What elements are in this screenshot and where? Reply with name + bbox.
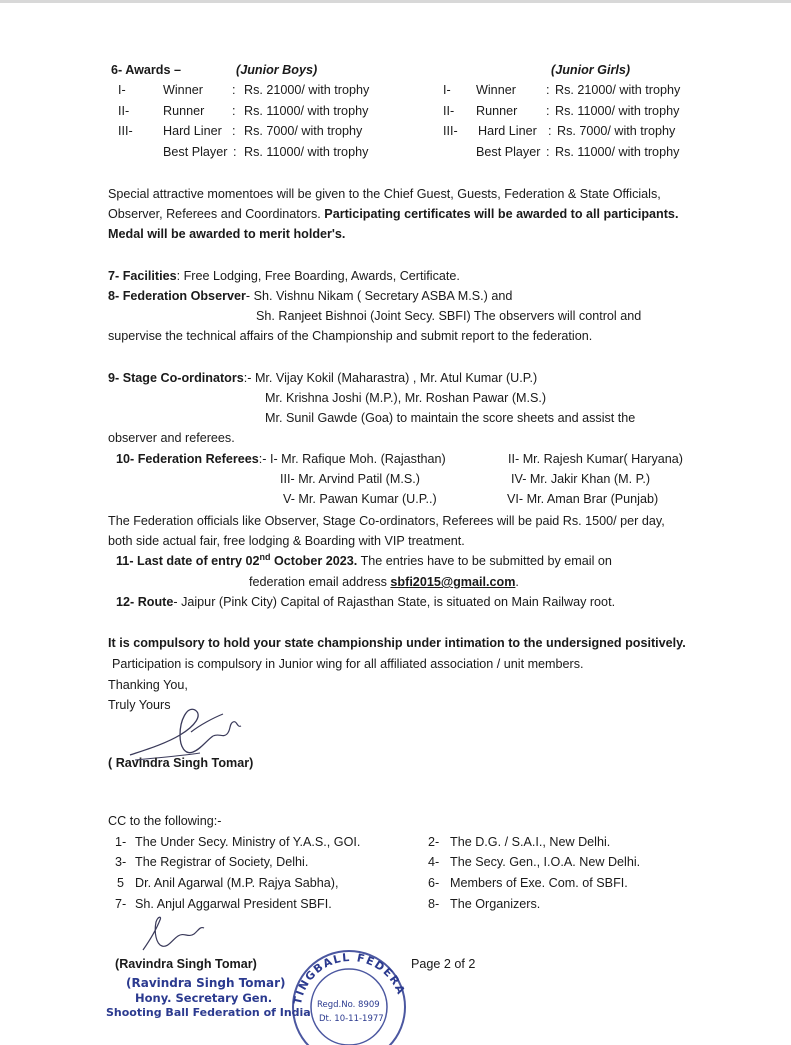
referees-line-1 [116, 451, 446, 467]
referee-name: III- Mr. Arvind Patil (M.S.) [280, 472, 420, 486]
seal-ring-text [278, 925, 408, 1006]
officials-line-2: both side actual fair, free lodging & Boarding with VIP treatment. [108, 534, 465, 548]
stage-line-3: Mr. Sunil Gawde (Goa) to maintain the score sheets and assist the [265, 411, 636, 425]
cc-num: 3- [115, 855, 127, 869]
junior-girls-title: (Junior Girls) [551, 63, 631, 77]
awards-heading: 6- Awards – [111, 63, 181, 77]
observer-text: - Sh. Vishnu Nikam ( Secretary ASBA M.S.) and [245, 289, 513, 303]
cc-num: 2- [428, 835, 440, 849]
referee-name: V- Mr. Pawan Kumar (U.P..) [283, 492, 437, 506]
seal-arc-text: TINGBALL FEDERATION OF [277, 925, 408, 1006]
stage-label: 9- Stage Co-ordinators [108, 371, 244, 385]
participation-note: Participation is compulsory in Junior wing for all affiliated association / unit members. [112, 657, 584, 671]
award-label: Runner [163, 104, 205, 118]
last-date-label: 11- Last date of entry 02 [116, 554, 260, 568]
award-label: Winner [163, 83, 203, 97]
award-label: Best Player [163, 145, 228, 159]
stage-text: :- Mr. Vijay Kokil (Maharastra) , Mr. Atul Kumar (U.P.) [243, 371, 538, 385]
seal-date: Dt. 10-11-1977 [319, 1014, 384, 1024]
cc-heading: CC to the following:- [108, 814, 222, 828]
observer-label: 8- Federation Observer [108, 289, 246, 303]
truly-yours: Truly Yours [108, 698, 171, 712]
cc-num: 7- [115, 897, 127, 911]
award-sep: : [548, 124, 552, 138]
award-sep: : [232, 83, 236, 97]
award-amount: Rs. 11000/ with trophy [244, 104, 369, 118]
award-label: Winner [476, 83, 516, 97]
award-sep: : [546, 83, 550, 97]
referee-name: VI- Mr. Aman Brar (Punjab) [507, 492, 659, 506]
cc-item: Dr. Anil Agarwal (M.P. Rajya Sabha), [135, 876, 339, 890]
medal-note: Medal will be awarded to merit holder's. [108, 227, 346, 241]
momentoes-plain: Observer, Referees and Coordinators. [108, 207, 321, 221]
observer-line-1 [108, 288, 512, 304]
award-sep: : [546, 145, 550, 159]
thanking-you: Thanking You, [108, 678, 188, 692]
seal-regd: Regd.No. 8909 [317, 1000, 380, 1010]
award-label: Runner [476, 104, 518, 118]
cc-item: The Secy. Gen., I.O.A. New Delhi. [450, 855, 641, 869]
referee-name: :- I- Mr. Rafique Moh. (Rajasthan) [258, 452, 446, 466]
award-num: I- [118, 83, 126, 97]
observer-line-2: Sh. Ranjeet Bishnoi (Joint Secy. SBFI) The observers will control and [256, 309, 642, 323]
officials-line-1: The Federation officials like Observer, Stage Co-ordinators, Referees will be paid Rs. 1500/ per day, [108, 514, 665, 528]
signatory-name: ( Ravindra Singh Tomar) [108, 756, 254, 770]
last-date-text: The entries have to be submitted by email on [357, 554, 612, 568]
compulsory-note: It is compulsory to hold your state championship under intimation to the undersigned positively. [108, 636, 686, 650]
cc-num: 5 [117, 876, 125, 890]
cc-num: 8- [428, 897, 440, 911]
cc-num: 4- [428, 855, 440, 869]
award-num: III- [443, 124, 458, 138]
award-num: II- [118, 104, 130, 118]
route-line [116, 594, 615, 610]
referees-label: 10- Federation Referees [116, 452, 259, 466]
award-label: Best Player [476, 145, 541, 159]
stamp-name: (Ravindra Singh Tomar) [126, 976, 286, 990]
email-prefix: federation email address [249, 575, 391, 589]
last-date-sup: nd [259, 551, 271, 562]
cc-item: Members of Exe. Com. of SBFI. [450, 876, 628, 890]
award-num: I- [443, 83, 451, 97]
cc-item: The Registrar of Society, Delhi. [135, 855, 309, 869]
last-date-line [116, 553, 612, 569]
cc-item: The D.G. / S.A.I., New Delhi. [450, 835, 611, 849]
stamp-title: Hony. Secretary Gen. [135, 991, 273, 1005]
email-line [249, 574, 519, 590]
award-label: Hard Liner [478, 124, 537, 138]
scan-top-edge [0, 0, 791, 3]
award-amount: Rs. 11000/ with trophy [244, 145, 369, 159]
award-amount: Rs. 7000/ with trophy [557, 124, 676, 138]
footer-signatory-name: (Ravindra Singh Tomar) [115, 957, 257, 971]
stage-line-1 [108, 370, 537, 386]
stage-line-4: observer and referees. [108, 431, 235, 445]
federation-seal [277, 925, 413, 1045]
footer-signature-image [138, 912, 218, 957]
award-amount: Rs. 11000/ with trophy [555, 145, 680, 159]
award-sep: : [233, 145, 237, 159]
facilities-line [108, 268, 460, 284]
route-text: - Jaipur (Pink City) Capital of Rajasthan State, is situated on Main Railway root. [173, 595, 616, 609]
page-number: Page 2 of 2 [411, 957, 476, 971]
cc-num: 1- [115, 835, 127, 849]
observer-line-3: supervise the technical affairs of the Championship and submit report to the federation. [108, 329, 593, 343]
cc-item: The Organizers. [450, 897, 541, 911]
junior-boys-title: (Junior Boys) [236, 63, 318, 77]
award-sep: : [232, 104, 236, 118]
award-num: III- [118, 124, 133, 138]
momentoes-line-1: Special attractive momentoes will be given to the Chief Guest, Guests, Federation & State Officials, [108, 187, 661, 201]
cc-item: Sh. Anjul Aggarwal President SBFI. [135, 897, 332, 911]
cc-num: 6- [428, 876, 440, 890]
award-amount: Rs. 21000/ with trophy [555, 83, 681, 97]
award-num: II- [443, 104, 455, 118]
federation-email-link[interactable]: sbfi2015@gmail.com [390, 575, 516, 589]
email-suffix: . [515, 575, 519, 589]
facilities-text: : Free Lodging, Free Boarding, Awards, Certificate. [176, 269, 460, 283]
cc-item: The Under Secy. Ministry of Y.A.S., GOI. [135, 835, 361, 849]
award-sep: : [232, 124, 236, 138]
referee-name: II- Mr. Rajesh Kumar( Haryana) [508, 452, 683, 466]
certificates-note: Participating certificates will be awarded to all participants. [320, 207, 679, 221]
stamp-org: Shooting Ball Federation of India [106, 1006, 311, 1019]
facilities-label: 7- Facilities [108, 269, 177, 283]
momentoes-line-2 [108, 206, 678, 222]
award-amount: Rs. 11000/ with trophy [555, 104, 680, 118]
award-amount: Rs. 21000/ with trophy [244, 83, 370, 97]
route-label: 12- Route [116, 595, 174, 609]
referee-name: IV- Mr. Jakir Khan (M. P.) [511, 472, 651, 486]
award-label: Hard Liner [163, 124, 222, 138]
last-date-month: October 2023. [270, 554, 358, 568]
award-amount: Rs. 7000/ with trophy [244, 124, 363, 138]
stage-line-2: Mr. Krishna Joshi (M.P.), Mr. Roshan Pawar (M.S.) [265, 391, 547, 405]
award-sep: : [546, 104, 550, 118]
